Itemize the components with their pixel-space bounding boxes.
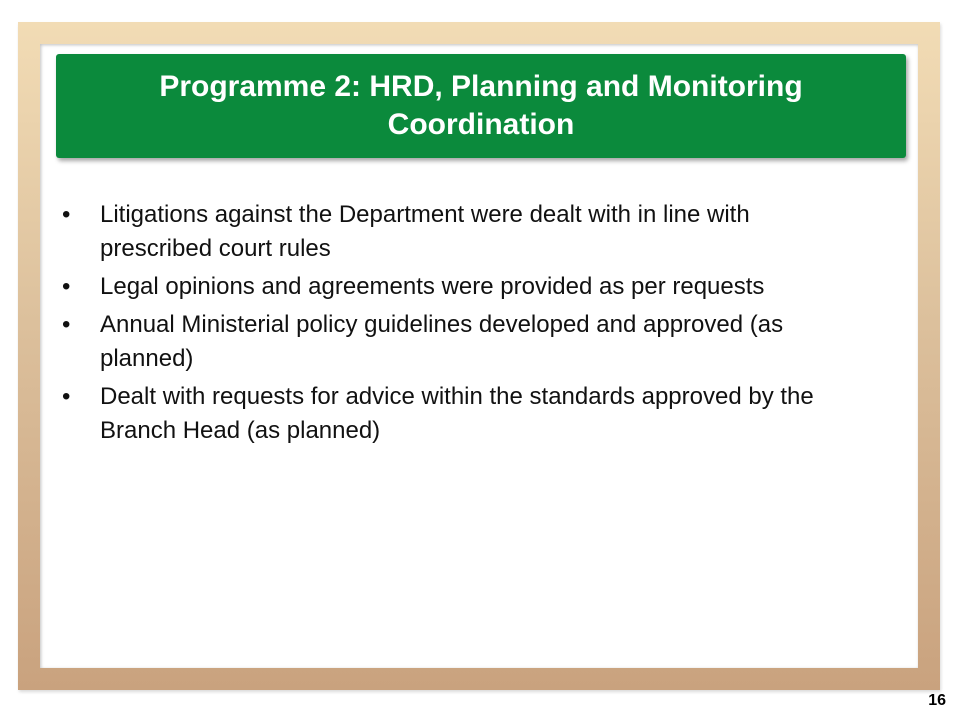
bullet-list (60, 198, 860, 452)
page-number: 16 (928, 692, 946, 709)
bullet-text: Dealt with requests for advice within the standards approved by the Branch Head (as planned) (100, 383, 814, 444)
bullet-dot-icon: • (62, 201, 71, 228)
bullet-item (60, 198, 860, 266)
bullet-dot-icon: • (62, 273, 71, 300)
title-bar (56, 54, 906, 158)
bullet-text: Legal opinions and agreements were provided as per requests (100, 273, 765, 300)
bullet-text: Annual Ministerial policy guidelines developed and approved (as planned) (100, 311, 784, 372)
slide-title: Programme 2: HRD, Planning and Monitoring Coordination (159, 70, 803, 141)
bullet-dot-icon: • (62, 383, 71, 410)
bullet-dot-icon: • (62, 311, 71, 338)
bullet-item (60, 380, 860, 448)
bullet-item (60, 270, 860, 304)
bullet-text: Litigations against the Department were dealt with in line with prescribed court rules (100, 201, 750, 262)
bullet-item (60, 308, 860, 376)
